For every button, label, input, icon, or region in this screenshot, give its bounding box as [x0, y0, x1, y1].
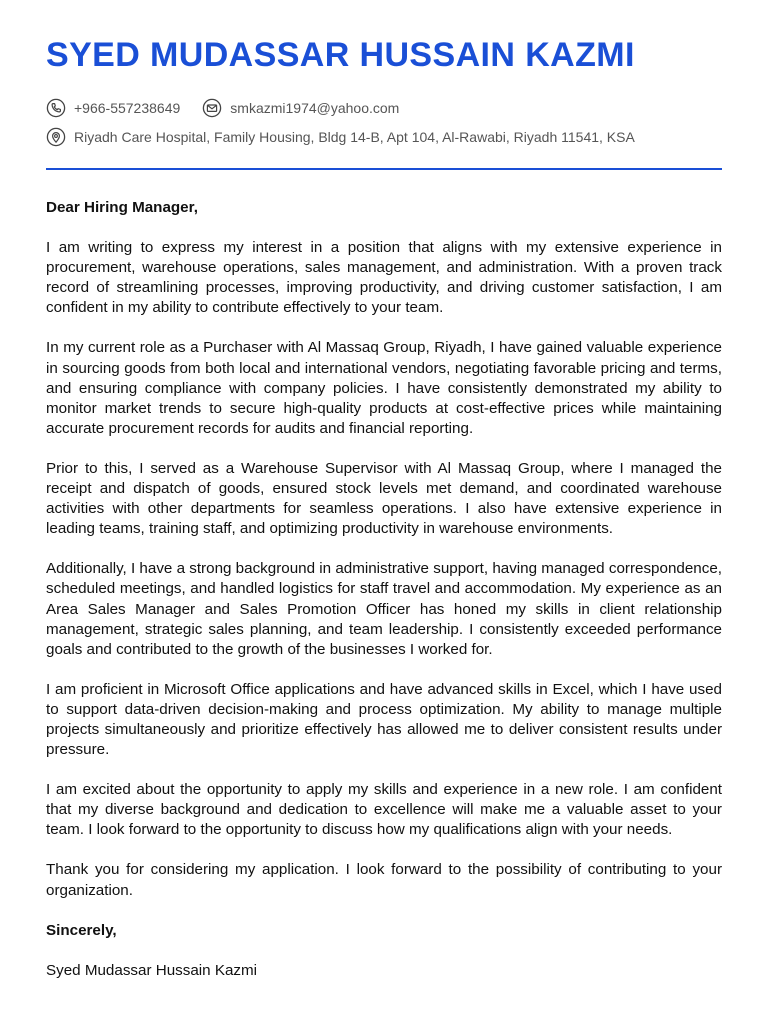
body-paragraph: I am proficient in Microsoft Office applications and have advanced skills in Excel, which I have used to support data-driven decision-making and process optimization. My ability to manage multiple projects simultaneously and prioritize effectively has allowed me to deliver consistent results under pressure.	[46, 680, 722, 759]
contact-row-phone-email	[46, 98, 399, 118]
location-pin-icon	[46, 127, 66, 147]
phone-number[interactable]: +966-557238649	[74, 100, 181, 116]
phone-icon	[46, 98, 66, 118]
body-paragraph: I am writing to express my interest in a position that aligns with my extensive experience in procurement, warehouse operations, sales management, and administration. With a proven track record of streamlining processes, improving productivity, and driving customer satisfaction, I am confident in my ability to contribute effectively to your team.	[46, 239, 722, 317]
body-paragraph: Prior to this, I served as a Warehouse Supervisor with Al Massaq Group, where I managed the receipt and dispatch of goods, ensured stock levels met demand, and coordinated warehouse activities with other departments for seamless operations. I also have extensive experience in leading teams, training staff, and optimizing productivity in warehouse environments.	[46, 459, 722, 538]
envelope-icon	[202, 98, 222, 118]
letter-body	[46, 198, 722, 981]
header-divider	[46, 168, 722, 170]
email-address[interactable]: smkazmi1974@yahoo.com	[230, 100, 400, 116]
salutation: Dear Hiring Manager,	[46, 199, 198, 216]
body-paragraph: Additionally, I have a strong background in administrative support, having managed correspondence, scheduled meetings, and handled logistics for staff travel and accommodation. My experience as an Area Sales Manager and Sales Promotion Officer has honed my skills in client relationship management, strategic sales planning, and team leadership. I consistently exceeded performance goals and contributed to the growth of the businesses I worked for.	[46, 560, 722, 658]
closing: Sincerely,	[46, 921, 117, 939]
postal-address: Riyadh Care Hospital, Family Housing, Bldg 14-B, Apt 104, Al-Rawabi, Riyadh 11541, KSA	[74, 129, 635, 145]
body-paragraph: In my current role as a Purchaser with Al Massaq Group, Riyadh, I have gained valuable experience in sourcing goods from both local and international vendors, negotiating favorable pricing and terms, and ensuring compliance with company policies. I have consistently demonstrated my ability to monitor market trends to secure high-quality products at cost-effective prices while maintaining accurate procurement records for audits and financial reporting.	[46, 339, 722, 437]
body-paragraph: Thank you for considering my application. I look forward to the possibility of contributing to your organization.	[46, 861, 722, 899]
contact-row-address	[46, 127, 635, 147]
signature-name: Syed Mudassar Hussain Kazmi	[46, 961, 258, 979]
applicant-name: SYED MUDASSAR HUSSAIN KAZMI	[46, 36, 635, 74]
body-paragraph: I am excited about the opportunity to apply my skills and experience in a new role. I am confident that my diverse background and dedication to excellence will make me a valuable asset to your team. I look forward to the opportunity to discuss how my qualifications align with your needs.	[46, 781, 722, 839]
